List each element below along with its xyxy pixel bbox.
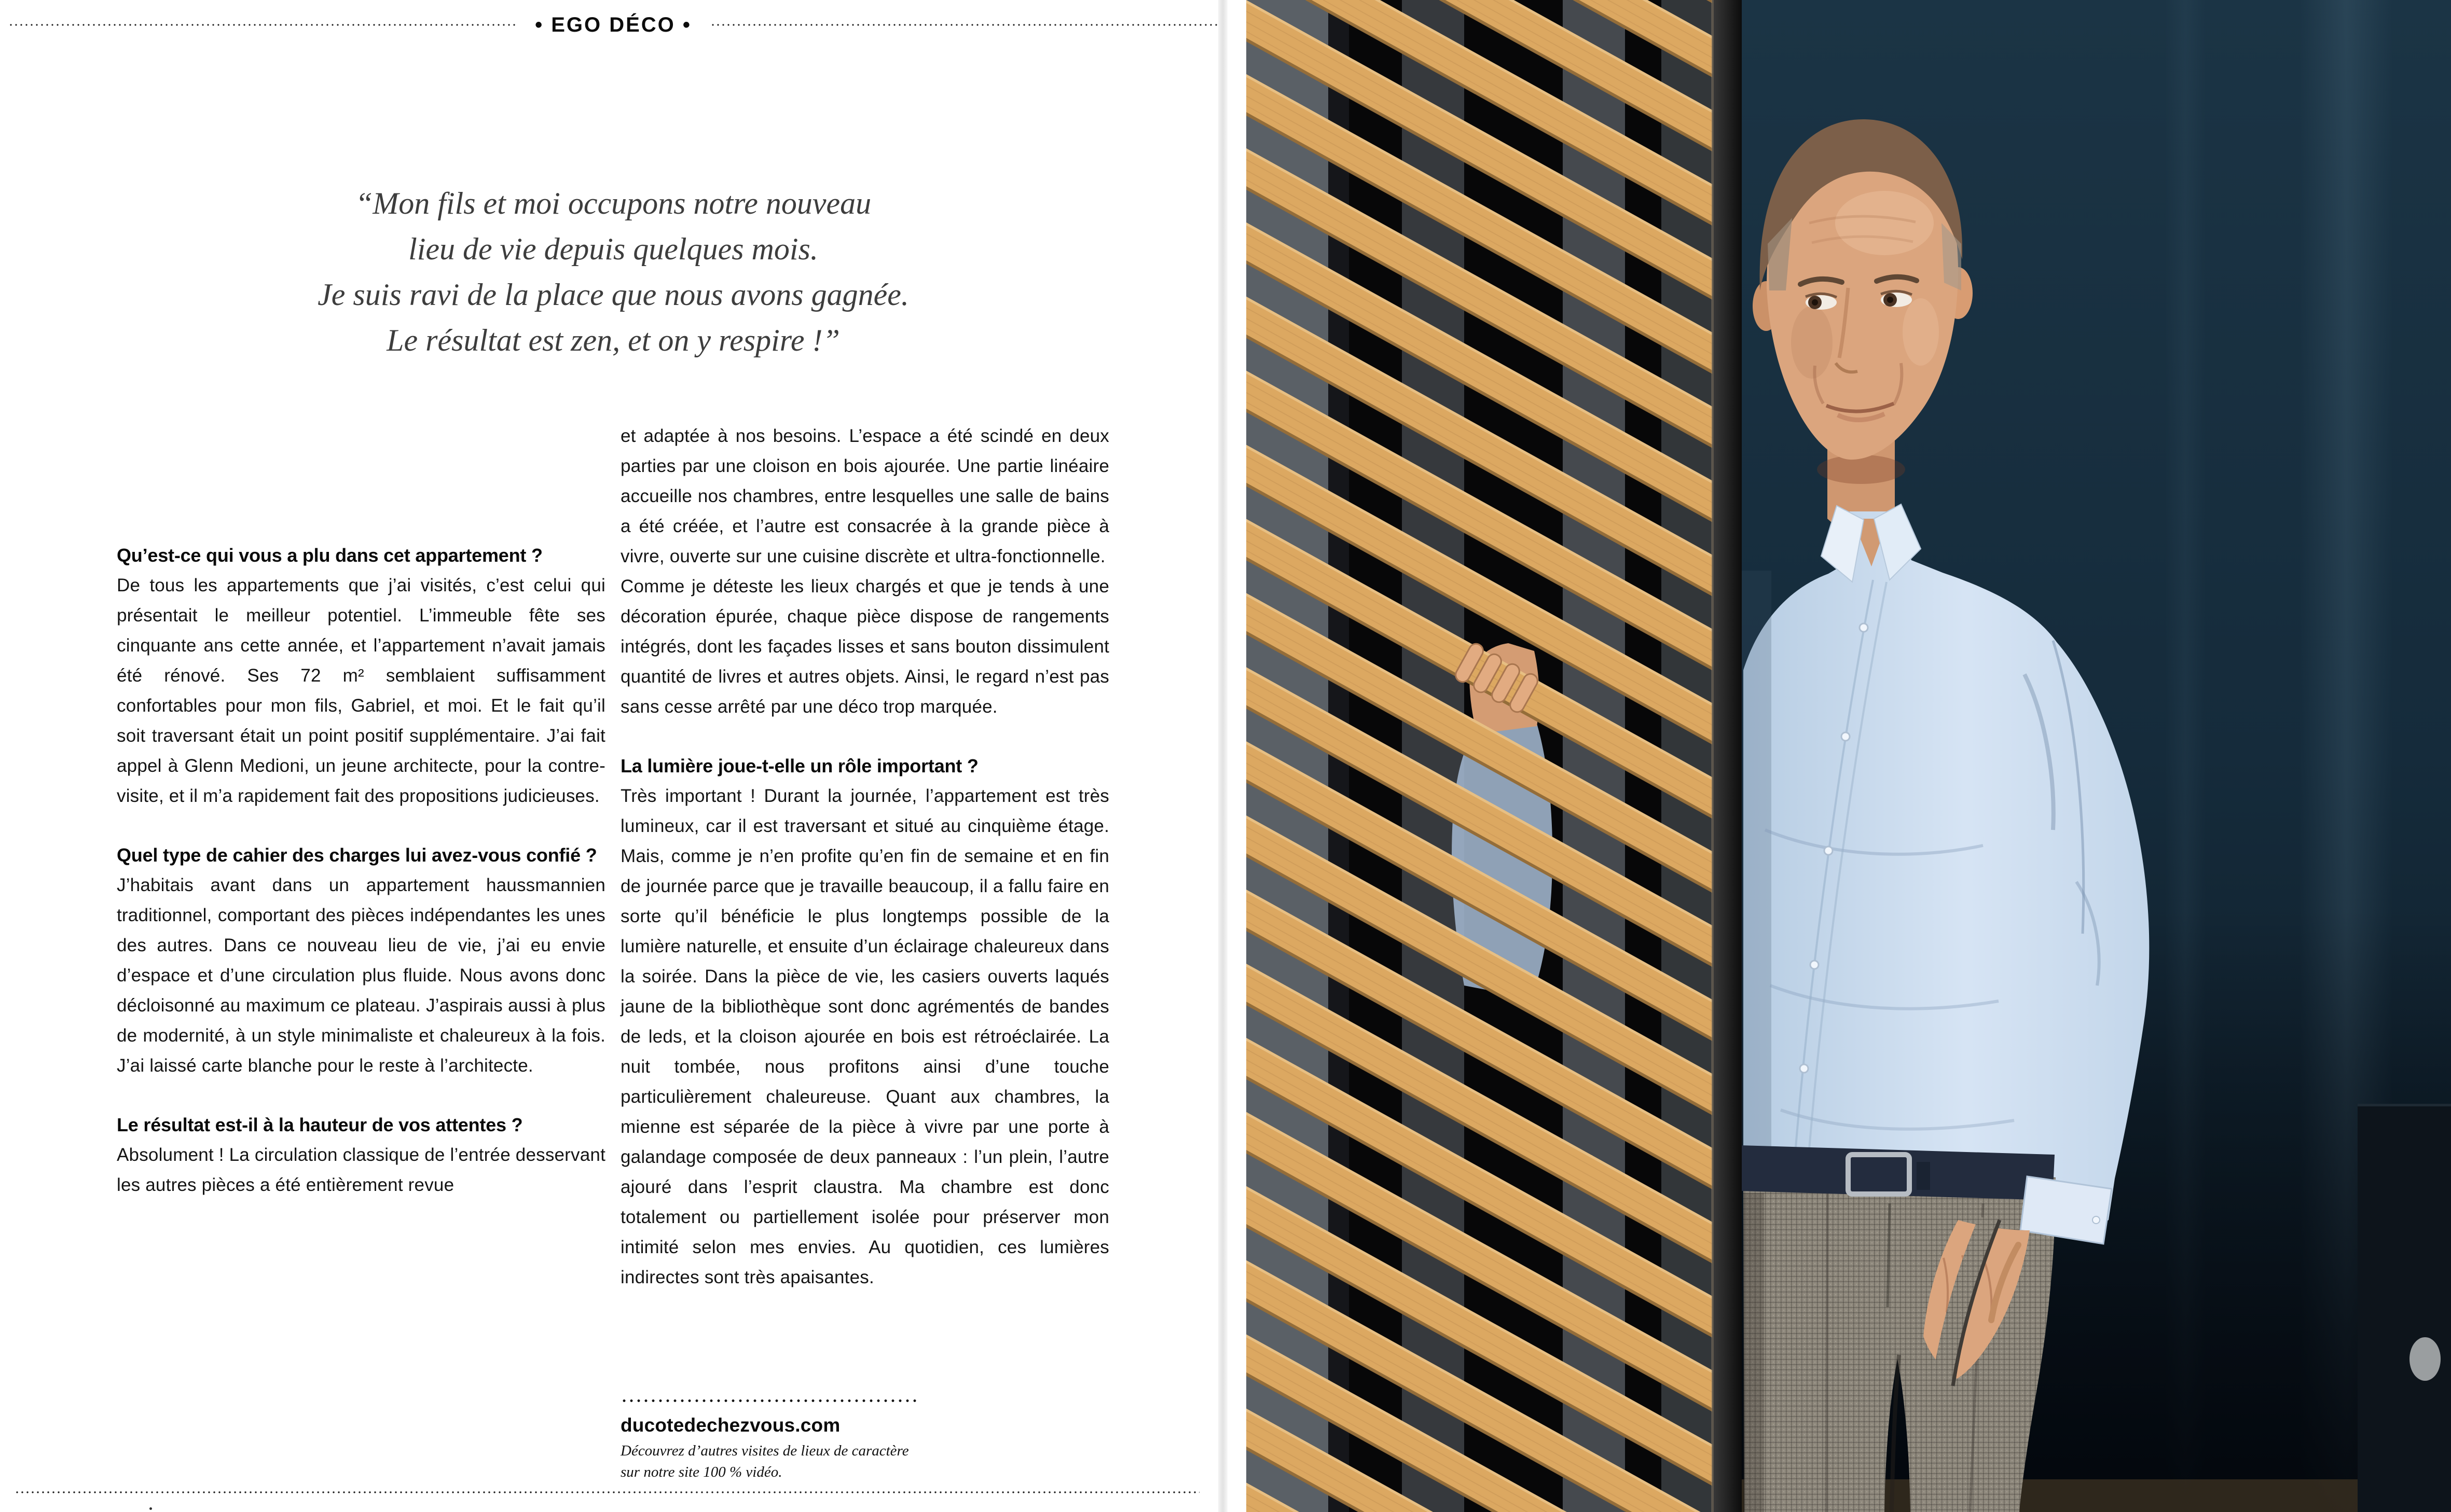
tagline-line: Découvrez d’autres visites de lieux de caractère (621, 1442, 909, 1459)
screen-edge (1712, 0, 1742, 1512)
answer-paragraph: Comme je déteste les lieux chargés et que je tends à une décoration épurée, chaque pièce dispose de rangements intégrés, dont les façades lisses et sans bouton dissimulent quantité de livres et autres objets. Ainsi, le regard n’est pas sans cesse arrêté par une déco trop marquée. (621, 576, 1109, 717)
page-fold-gutter (1218, 0, 1228, 1512)
pull-quote-line: Le résultat est zen, et on y respire !” (387, 323, 840, 357)
portrait-photo (1246, 0, 2451, 1512)
desk-silhouette (2358, 1104, 2451, 1512)
qa-block (117, 540, 605, 811)
page-number-dot (149, 1507, 152, 1510)
interview-answer: Très important ! Durant la journée, l’appartement est très lumineux, car il est traversant et situé au cinquième étage. Mais, comme je n’en profite qu’en fin de semaine et en fin de journée parce que je travaille beaucoup, il a fallu faire en sorte qu’il bénéficie le plus longtemps possible de la lumière naturelle, et ensuite d’un éclairage chaleureux dans la soirée. Dans la pièce de vie, les casiers ouverts laqués jaune de la bibliothèque sont donc agrémentés de bandes de leds, et la cloison ajourée en bois est rétroéclairée. La nuit tombée, nous profitons ainsi d’une touche particulièrement chaleureuse. Quant aux chambres, la mienne est séparée de la pièce à vivre par une porte à galandage composée de deux panneaux : l’un plein, l’autre ajouré dans l’esprit claustra. Ma chambre est donc totalement ou partiellement isolée pour préserver mon intimité selon mes envies. Au quotidien, ces lumières indirectes sont très apaisantes. (621, 786, 1109, 1287)
pull-quote-line: Je suis ravi de la place que nous avons gagnée. (318, 278, 909, 312)
website-url: ducotedechezvous.com (621, 1414, 841, 1436)
belt-keeper (1917, 1162, 1930, 1190)
interview-question: Quel type de cahier des charges lui avez-vous confié ? (117, 844, 597, 866)
callout-dotted-rule (621, 1398, 918, 1403)
wood-slat-screen (1246, 0, 1742, 1512)
section-title: • EGO DÉCO • (535, 13, 692, 36)
diagonal-slats (1246, 0, 1742, 1512)
interview-question: Qu’est-ce qui vous a plu dans cet appartement ? (117, 545, 543, 566)
answer-continuation: et adaptée à nos besoins. L’espace a été scindé en deux parties par une cloison en bois ajourée. Une partie linéaire accueille nos chambres, entre lesquelles une salle de bains a été créée, et l’autre est consacrée à la grande pièce à vivre, ouverte sur une cuisine discrète et ultra-fonctionnelle. (621, 426, 1109, 566)
page-bottom-dotted-rule (15, 1491, 1200, 1494)
qa-block (621, 751, 1109, 1293)
eye-left (1806, 294, 1837, 310)
masthead (8, 11, 1218, 38)
pull-quote-line: “Mon fils et moi occupons notre nouveau (355, 186, 872, 220)
interview-answer: De tous les appartements que j’ai visités, c’est celui qui présentait le meilleur potentiel. L’immeuble fête ses cinquante ans cette année, et l’appartement n’avait jamais été rénové. Ses 72 m² semblaient suffisamment confortables pour mon fils, Gabriel, et moi. Et le fait qu’il soit traversant était un point positif supplémentaire. J’ai fait appel à Glenn Medioni, un jeune architecte, pour la contre-visite, et il m’a rapidement fait des propositions judicieuses. (117, 575, 605, 806)
website-callout (621, 1398, 942, 1483)
interview-question: Le résultat est-il à la hauteur de vos attentes ? (117, 1114, 523, 1135)
desk-glint (2409, 1337, 2441, 1381)
interview-question: La lumière joue-t-elle un rôle important ? (621, 755, 979, 776)
interview-column-2 (621, 421, 1109, 1293)
pull-quote-line: lieu de vie depuis quelques mois. (408, 232, 818, 266)
interview-column-1 (117, 540, 605, 1200)
qa-block (117, 1110, 605, 1200)
eye-right (1881, 291, 1912, 307)
website-tagline (621, 1440, 942, 1483)
portrait-photo-illustration (1246, 0, 2451, 1512)
pull-quote (94, 181, 1132, 363)
masthead-dotted-rule-left (8, 23, 516, 26)
tagline-line: sur notre site 100 % vidéo. (621, 1464, 782, 1480)
interview-answer: J’habitais avant dans un appartement haussmannien traditionnel, comportant des pièces indépendantes les unes des autres. Dans ce nouveau lieu de vie, j’ai eu envie d’espace et d’une circulation plus fluide. Nous avons donc décloisonné au maximum ce plateau. J’aspirais aussi à plus de modernité, à un style minimaliste et chaleureux à la fois. J’ai laissé carte blanche pour le reste à l’architecte. (117, 875, 605, 1076)
qa-block (117, 840, 605, 1081)
masthead-dotted-rule-right (710, 23, 1218, 26)
interview-answer: Absolument ! La circulation classique de l’entrée desservant les autres pièces a été entièrement revue (117, 1145, 605, 1195)
